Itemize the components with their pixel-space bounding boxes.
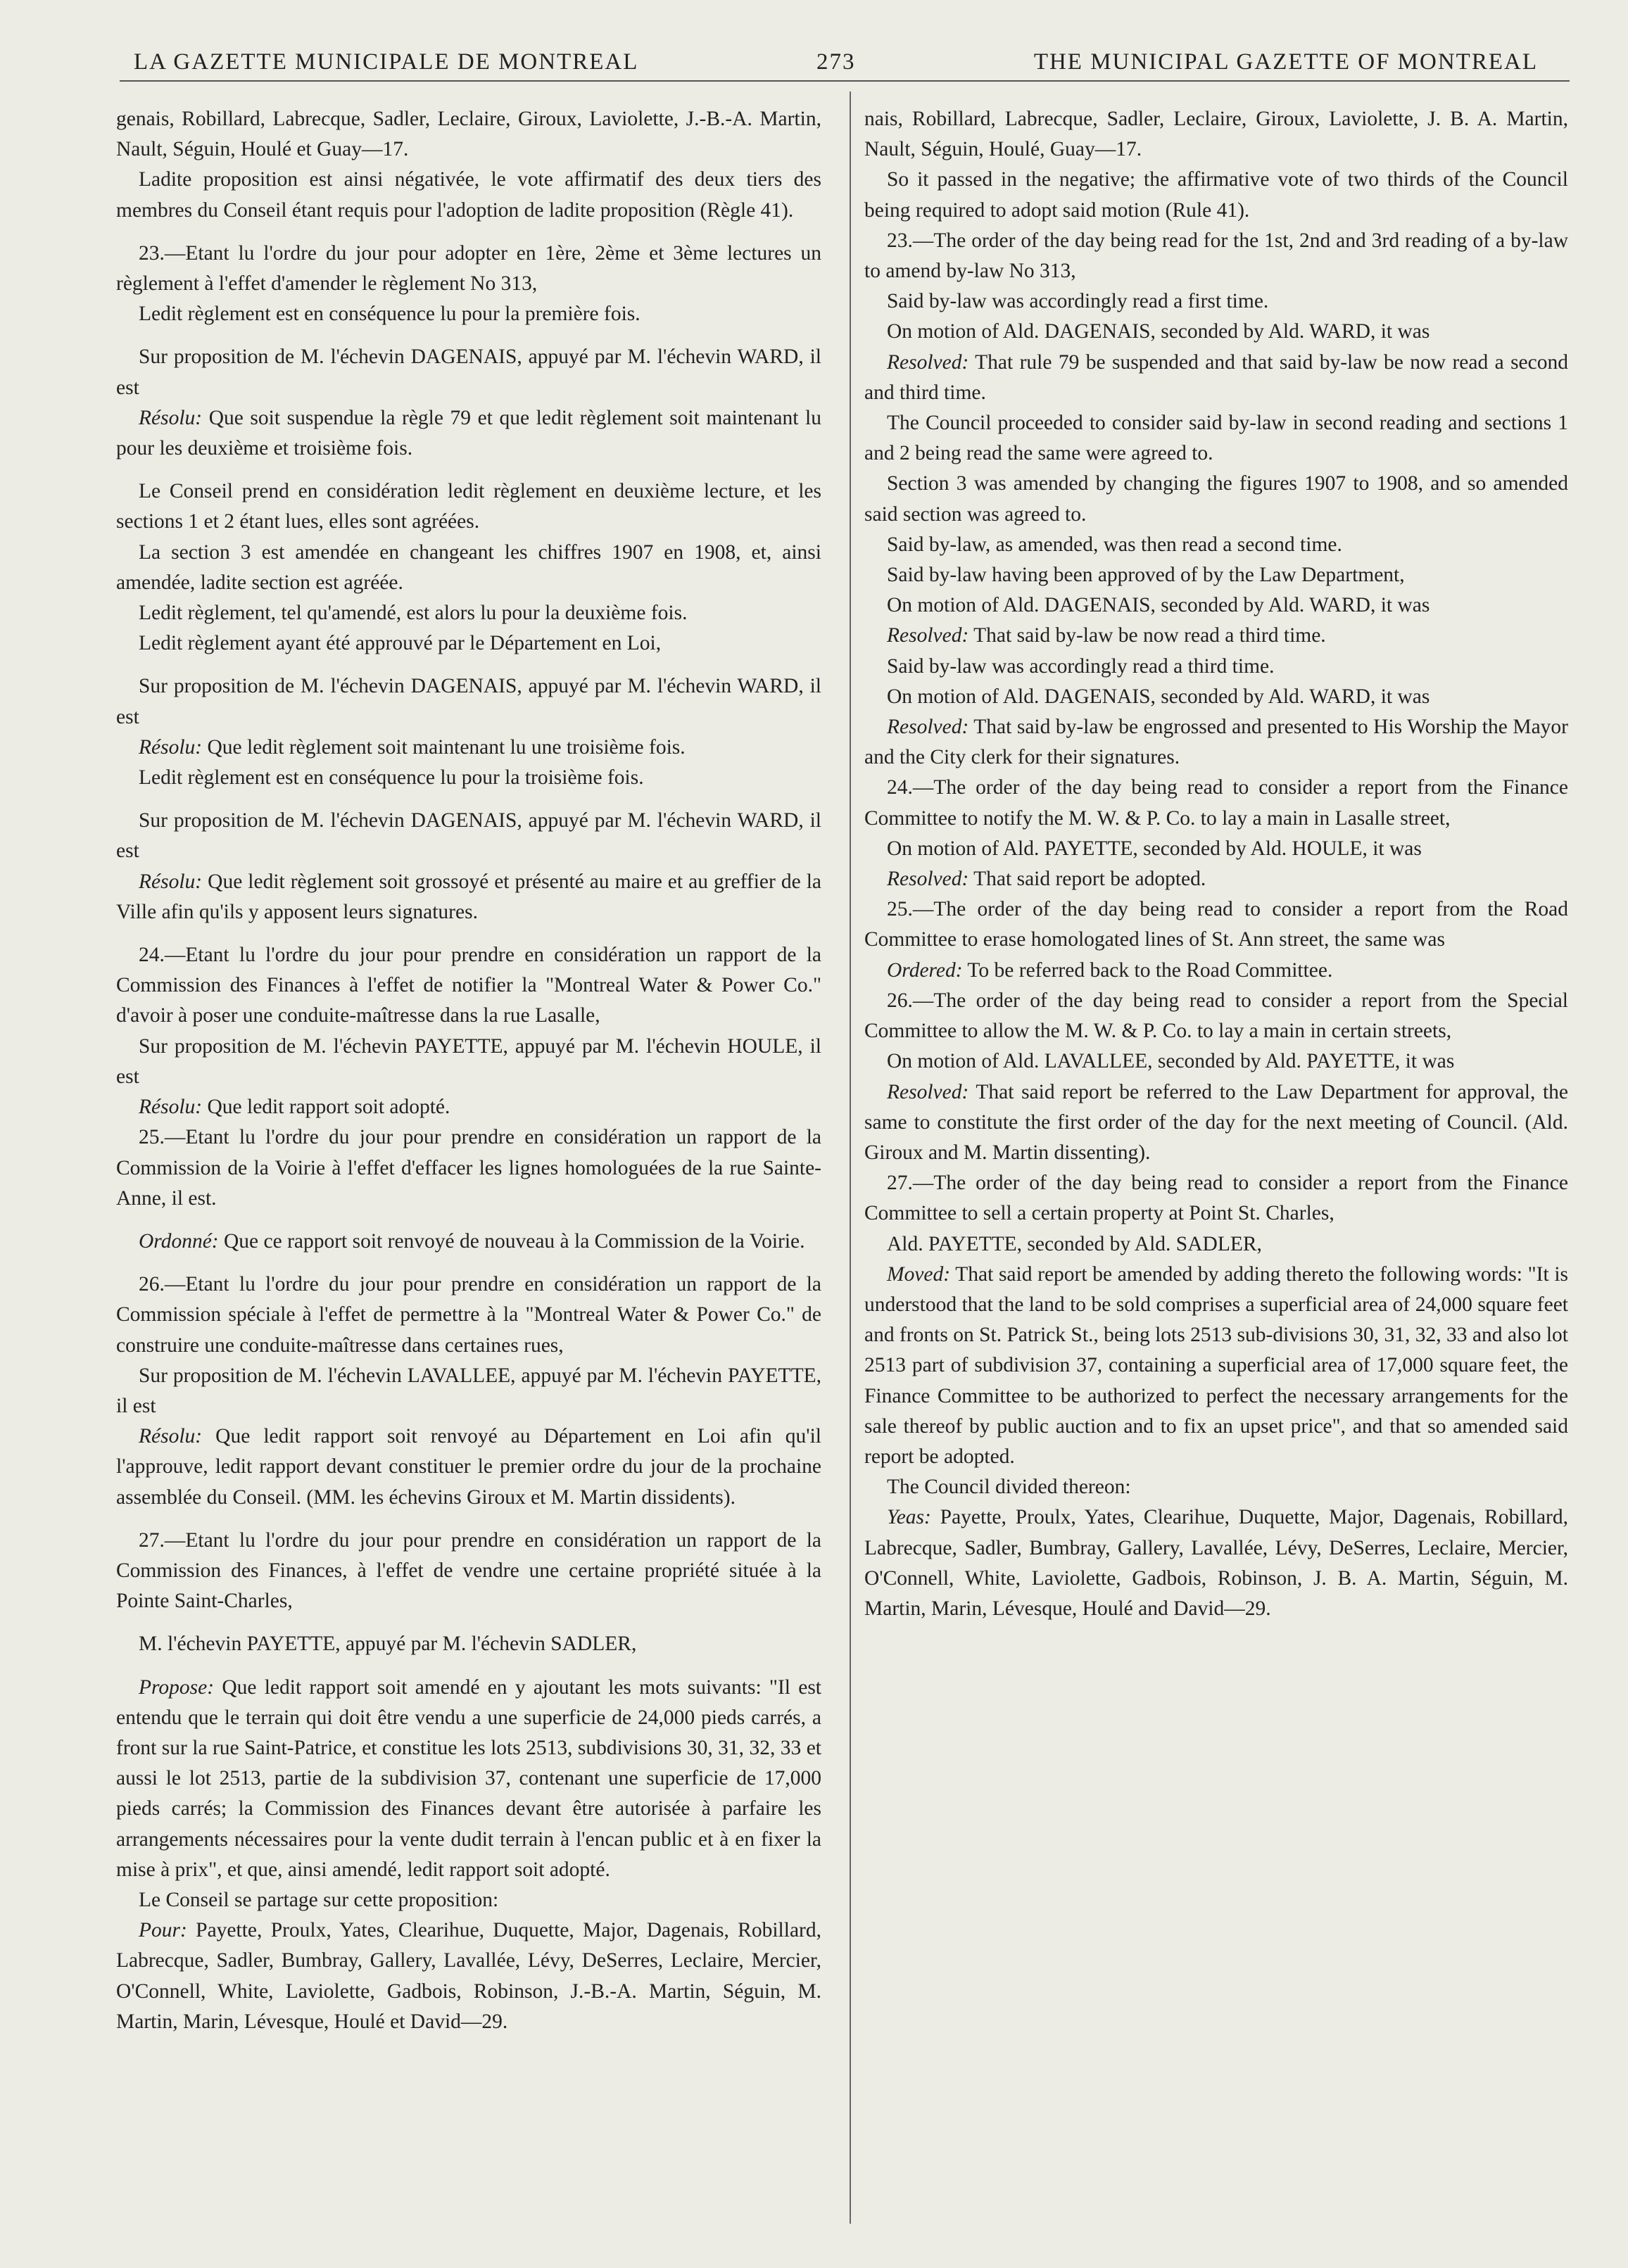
paragraph [116, 476, 821, 537]
paragraph-lead: Résolu: [139, 870, 203, 893]
french-column [116, 104, 821, 2037]
paragraph-text: Que ledit règlement soit maintenant lu une troisième fois. [202, 735, 686, 759]
paragraph-text: 27.—Etant lu l'ordre du jour pour prendre en considération un rapport de la Commission des Finances, à l'effet de vendre une certaine propriété située à la Pointe Saint-Charles, [116, 1528, 821, 1613]
paragraph [116, 104, 821, 165]
paragraph-text: That rule 79 be suspended and that said by-law be now read a second and third time. [864, 350, 1568, 404]
paragraph-lead: Résolu: [139, 1096, 203, 1119]
header-rule [120, 80, 1570, 82]
paragraph [864, 408, 1568, 469]
paragraph [864, 104, 1568, 165]
paragraph-text: Said by-law having been approved of by the Law Department, [887, 564, 1405, 587]
paragraph-text: Ledit règlement, tel qu'amendé, est alors lu pour la deuxième fois. [139, 602, 688, 625]
paragraph [864, 773, 1568, 833]
paragraph-text: Said by-law was accordingly read a third time. [887, 654, 1275, 678]
paragraph-text: That said report be amended by adding thereto the following words: "It is understood that the land to be sold comprises a superficial area of 24,000 square feet and fronts on St. Patrick St., being lots 2513 sub-divisions 30, 31, 32, 33 and also lot 2513 part of subdivision 37, containing a superficial area of 17,000 square feet, the Finance Committee to be authorized to perfect the necessary arrangements for the sale thereof by public auction and to fix an upset price", and that so amended said report be adopted. [864, 1262, 1568, 1468]
paragraph [116, 1915, 821, 2037]
paragraph [864, 682, 1568, 712]
paragraph [116, 538, 821, 598]
paragraph-text: La section 3 est amendée en changeant les chiffres 1907 en 1908, et, ainsi amendée, ladite section est agréée. [116, 540, 821, 594]
paragraph-text: genais, Robillard, Labrecque, Sadler, Leclaire, Giroux, Laviolette, J.-B.-A. Martin, Nault, Séguin, Houlé et Guay—17. [116, 108, 821, 161]
paragraph-lead: Resolved: [887, 1080, 969, 1103]
paragraph-text: On motion of Ald. PAYETTE, seconded by Ald. HOULE, it was [887, 837, 1422, 860]
paragraph [116, 1673, 821, 1885]
paragraph [864, 469, 1568, 529]
paragraph-text: That said by-law be now read a third time. [968, 624, 1326, 647]
paragraph-text: Le Conseil prend en considération ledit règlement en deuxième lecture, et les sections 1 et 2 étant lues, elles sont agréées. [116, 480, 821, 533]
paragraph [116, 628, 821, 659]
paragraph [864, 226, 1568, 286]
paragraph [116, 1629, 821, 1659]
paragraph-text: Le Conseil se partage sur cette proposition: [139, 1888, 499, 1911]
paragraph-lead: Yeas: [887, 1506, 931, 1529]
paragraph-text: Ledit règlement est en conséquence lu pour la troisième fois. [139, 766, 644, 790]
paragraph [864, 348, 1568, 408]
paragraph [864, 986, 1568, 1046]
paragraph-text: Sur proposition de M. l'échevin DAGENAIS, appuyé par M. l'échevin WARD, il est [116, 675, 821, 728]
paragraph-text: The Council proceeded to consider said by-law in second reading and sections 1 and 2 being read the same were agreed to. [864, 412, 1568, 465]
paragraph-text: 25.—Etant lu l'ordre du jour pour prendre en considération un rapport de la Commission de la Voirie à l'effet d'effacer les lignes homologuées de la rue Sainte-Anne, il est. [116, 1126, 821, 1210]
paragraph [864, 894, 1568, 955]
paragraph [864, 530, 1568, 560]
paragraph [116, 1361, 821, 1421]
paragraph [864, 621, 1568, 651]
paragraph [864, 1472, 1568, 1502]
paragraph [864, 1046, 1568, 1077]
paragraph-text: Sur proposition de M. l'échevin LAVALLEE, appuyé par M. l'échevin PAYETTE, il est [116, 1364, 821, 1417]
paragraph-text: 27.—The order of the day being read to consider a report from the Finance Committee to sell a certain property at Point St. Charles, [864, 1172, 1568, 1225]
paragraph [116, 1421, 821, 1513]
paragraph [116, 671, 821, 732]
paragraph [864, 1260, 1568, 1472]
paragraph [864, 317, 1568, 347]
paragraph [864, 712, 1568, 773]
paragraph [864, 286, 1568, 317]
header-title-english: THE MUNICIPAL GAZETTE OF MONTREAL [1033, 49, 1538, 75]
paragraph-text: On motion of Ald. DAGENAIS, seconded by Ald. WARD, it was [887, 685, 1430, 708]
paragraph [116, 165, 821, 225]
paragraph [864, 652, 1568, 682]
paragraph-text: Ledit règlement est en conséquence lu pour la première fois. [139, 303, 641, 326]
paragraph-text: Que ledit rapport soit renvoyé au Département en Loi afin qu'il l'approuve, ledit rapport devant constituer le premier ordre du jour de la prochaine assemblée du Conseil. (MM. les échevins Giroux et M. Martin dissidents). [116, 1425, 821, 1509]
paragraph-lead: Moved: [887, 1262, 951, 1286]
paragraph-text: Said by-law was accordingly read a first time. [887, 290, 1269, 313]
paragraph-lead: Résolu: [139, 735, 203, 759]
paragraph-text: 24.—Etant lu l'ordre du jour pour prendre en considération un rapport de la Commission des Finances à l'effet de notifier la "Montreal Water & Power Co." d'avoir à poser une conduite-maîtresse dans la rue Lasalle, [116, 944, 821, 1027]
paragraph [116, 763, 821, 793]
paragraph [116, 1032, 821, 1092]
page-header [134, 44, 1538, 79]
paragraph [116, 403, 821, 464]
paragraph [864, 1229, 1568, 1260]
paragraph-text: That said report be adopted. [968, 868, 1206, 891]
paragraph-lead: Pour: [139, 1919, 187, 1942]
paragraph-text: M. l'échevin PAYETTE, appuyé par M. l'échevin SADLER, [139, 1633, 637, 1656]
paragraph-text: That said report be referred to the Law Department for approval, the same to constitute the first order of the day for the next meeting of Council. (Ald. Giroux and M. Martin dissenting). [864, 1080, 1568, 1164]
paragraph-text: That said by-law be engrossed and presented to His Worship the Mayor and the City clerk for their signatures. [864, 716, 1568, 769]
paragraph-text: Que soit suspendue la règle 79 et que ledit règlement soit maintenant lu pour les deuxième et troisième fois. [116, 406, 821, 460]
paragraph [864, 1077, 1568, 1169]
paragraph [864, 560, 1568, 590]
paragraph-text: 25.—The order of the day being read to consider a report from the Road Committee to erase homologated lines of St. Ann street, the same was [864, 898, 1568, 951]
paragraph [116, 1885, 821, 1915]
paragraph-text: Ledit règlement ayant été approuvé par le Département en Loi, [139, 632, 662, 655]
paragraph-text: Ladite proposition est ainsi négativée, le vote affirmatif des deux tiers des membres du Conseil étant requis pour l'adoption de ladite proposition (Règle 41). [116, 168, 821, 222]
paragraph [116, 1227, 821, 1257]
paragraph-text: Sur proposition de M. l'échevin PAYETTE, appuyé par M. l'échevin HOULE, il est [116, 1034, 821, 1088]
paragraph-text: Que ledit rapport soit amendé en y ajoutant les mots suivants: "Il est entendu que le terrain qui doit être vendu a une superficie de 24,000 pieds carrés, a front sur la rue Saint-Patrice, et constitue les lots 2513, subdivisions 30, 31, 32, 33 et aussi le lot 2513, partie de la subdivision 37, contenant une superficie de 17,000 pieds carrés; la Commission des Finances devant être autorisée à parfaire les arrangements nécessaires pour la vente dudit terrain à l'encan public et à en fixer la mise à prix", et que, ainsi amendé, ledit rapport soit adopté. [116, 1675, 821, 1881]
paragraph-lead: Ordered: [887, 958, 963, 982]
paragraph-text: Said by-law, as amended, was then read a second time. [887, 533, 1342, 556]
paragraph [116, 299, 821, 329]
paragraph [116, 867, 821, 927]
paragraph-lead: Resolved: [887, 716, 969, 739]
paragraph [864, 165, 1568, 225]
paragraph-text: Que ce rapport soit renvoyé de nouveau à la Commission de la Voirie. [218, 1229, 805, 1253]
paragraph [116, 1526, 821, 1617]
english-column [864, 104, 1568, 1624]
paragraph-text: Sur proposition de M. l'échevin DAGENAIS, appuyé par M. l'échevin WARD, il est [116, 346, 821, 399]
paragraph-lead: Propose: [139, 1675, 215, 1699]
paragraph [864, 864, 1568, 894]
paragraph-text: So it passed in the negative; the affirmative vote of two thirds of the Council being required to adopt said motion (Rule 41). [864, 168, 1568, 222]
paragraph [864, 590, 1568, 621]
paragraph-text: 23.—The order of the day being read for the 1st, 2nd and 3rd reading of a by-law to amend by-law No 313, [864, 229, 1568, 283]
paragraph-text: nais, Robillard, Labrecque, Sadler, Leclaire, Giroux, Laviolette, J. B. A. Martin, Nault, Séguin, Houlé, Guay—17. [864, 108, 1568, 161]
paragraph-text: Payette, Proulx, Yates, Clearihue, Duquette, Major, Dagenais, Robillard, Labrecque, Sadler, Bumbray, Gallery, Lavallée, Lévy, DeSerres, Leclaire, Mercier, O'Connell, White, Laviolette, Gadbois, Robinson, J. B. A. Martin, Séguin, M. Martin, Marin, Lévesque, Houlé and David—29. [864, 1506, 1568, 1620]
paragraph [116, 598, 821, 628]
header-title-french: LA GAZETTE MUNICIPALE DE MONTREAL [134, 49, 639, 75]
paragraph-text: Payette, Proulx, Yates, Clearihue, Duquette, Major, Dagenais, Robillard, Labrecque, Sadler, Bumbray, Gallery, Lavallée, Lévy, DeSerres, Leclaire, Mercier, O'Connell, White, Laviolette, Gadbois, Robinson, J.-B.-A. Martin, Séguin, M. Martin, Marin, Lévesque, Houlé et David—29. [116, 1919, 821, 2033]
paragraph-lead: Resolved: [887, 868, 969, 891]
paragraph-text: Que ledit rapport soit adopté. [202, 1096, 450, 1119]
paragraph [116, 1092, 821, 1122]
page-number: 273 [816, 49, 856, 75]
paragraph [864, 834, 1568, 864]
paragraph-text: Section 3 was amended by changing the figures 1907 to 1908, and so amended said section was agreed to. [864, 472, 1568, 526]
paragraph-lead: Resolved: [887, 624, 969, 647]
paragraph [116, 733, 821, 763]
paragraph-lead: Resolved: [887, 350, 969, 374]
paragraph [116, 940, 821, 1032]
paragraph-lead: Ordonné: [139, 1229, 219, 1253]
paragraph-text: Que ledit règlement soit grossoyé et présenté au maire et au greffier de la Ville afin qu'ils y apposent leurs signatures. [116, 870, 821, 923]
paragraph [116, 342, 821, 403]
paragraph-text: The Council divided thereon: [887, 1476, 1131, 1499]
paragraph-text: On motion of Ald. DAGENAIS, seconded by Ald. WARD, it was [887, 594, 1430, 617]
paragraph [116, 806, 821, 866]
paragraph-lead: Résolu: [139, 1425, 203, 1448]
paragraph-text: On motion of Ald. DAGENAIS, seconded by Ald. WARD, it was [887, 320, 1430, 343]
paragraph [116, 1269, 821, 1361]
paragraph-text: 23.—Etant lu l'ordre du jour pour adopter en 1ère, 2ème et 3ème lectures un règlement à l'effet d'amender le règlement No 313, [116, 241, 821, 296]
paragraph-text: 26.—The order of the day being read to consider a report from the Special Committee to allow the M. W. & P. Co. to lay a main in certain streets, [864, 989, 1568, 1043]
paragraph [116, 1122, 821, 1214]
paragraph [864, 1502, 1568, 1624]
paragraph-text: On motion of Ald. LAVALLEE, seconded by Ald. PAYETTE, it was [887, 1050, 1455, 1073]
paragraph-text: 24.—The order of the day being read to consider a report from the Finance Committee to notify the M. W. & P. Co. to lay a main in Lasalle street, [864, 776, 1568, 830]
paragraph-text: Ald. PAYETTE, seconded by Ald. SADLER, [887, 1232, 1262, 1255]
paragraph [116, 239, 821, 299]
column-divider [850, 91, 851, 2224]
paragraph-lead: Résolu: [139, 406, 203, 429]
paragraph-text: Sur proposition de M. l'échevin DAGENAIS, appuyé par M. l'échevin WARD, il est [116, 809, 821, 863]
paragraph-text: 26.—Etant lu l'ordre du jour pour prendre en considération un rapport de la Commission spéciale à l'effet de permettre à la "Montreal Water & Power Co." de construire une conduite-maîtresse dans certaines rues, [116, 1273, 821, 1357]
paragraph-text: To be referred back to the Road Committee. [962, 958, 1333, 982]
paragraph [864, 1168, 1568, 1229]
paragraph [864, 956, 1568, 986]
